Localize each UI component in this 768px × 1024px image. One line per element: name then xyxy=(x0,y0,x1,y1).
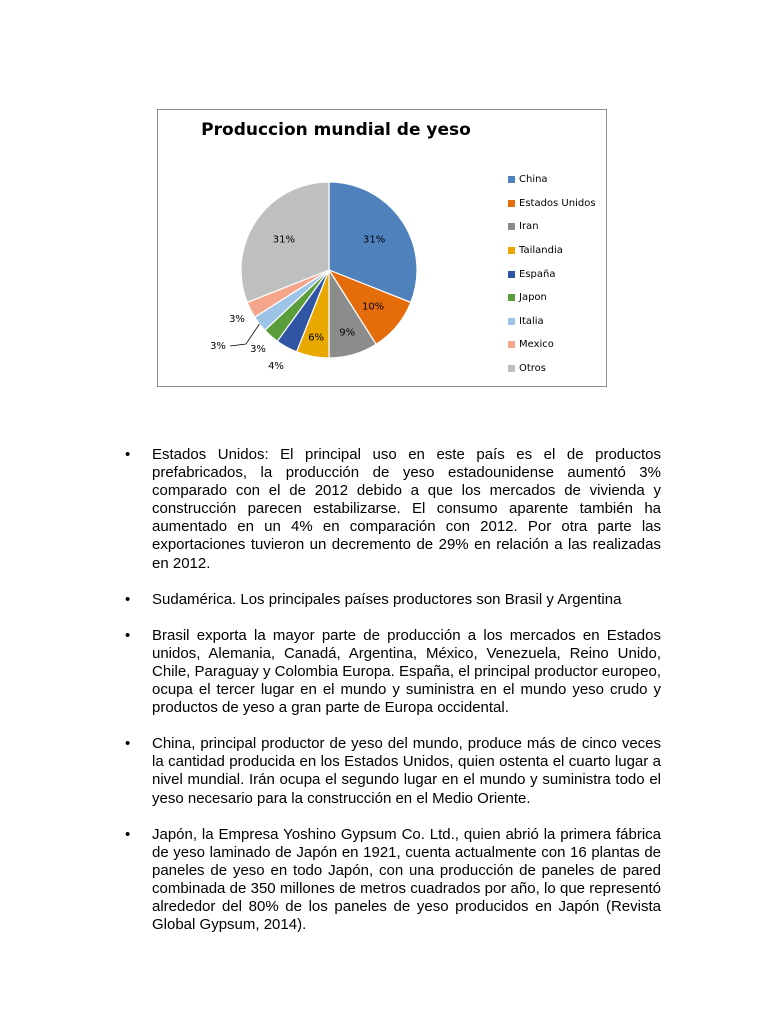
bullet-marker: • xyxy=(125,446,131,463)
legend-item xyxy=(508,262,596,286)
legend-swatch xyxy=(508,223,515,230)
bullet-marker: • xyxy=(125,626,131,644)
legend-item xyxy=(508,239,596,263)
bullet-item xyxy=(125,627,661,717)
bullet-item xyxy=(125,446,661,573)
bullet-item xyxy=(125,826,661,935)
legend-label: España xyxy=(519,268,556,280)
legend-swatch xyxy=(508,318,515,325)
legend-item xyxy=(508,192,596,216)
legend-swatch xyxy=(508,247,515,254)
chart-container xyxy=(157,109,607,387)
legend-item xyxy=(508,333,596,357)
legend-swatch xyxy=(508,365,515,372)
legend-label: China xyxy=(519,174,548,186)
slice-label: 31% xyxy=(363,234,386,246)
bullet-text: Japón, la Empresa Yoshino Gypsum Co. Ltd., quien abrió la primera fábrica de yeso laminado de Japón en 1921, cuenta actualmente con 16 plantas de paneles de yeso en todo Japón, con una producción de paneles de pared combinada de 350 millones de metros cuadrados por año, lo que representó alrededor del 80% de los paneles de yeso producidos en Japón (Revista Global Gypsum, 2014). xyxy=(152,825,661,934)
legend-swatch xyxy=(508,200,515,207)
slice-label: 3% xyxy=(210,341,226,352)
bullet-text: Estados Unidos: El principal uso en este país es el de productos prefabricados, la producción de yeso estadounidense aumentó 3% comparado con el de 2012 debido a que los mercados de vivienda y construcción parecen estabilizarse. El consumo aparente también ha aumentado en un 4% en comparación con 2012. Por otra parte las exportaciones tuvieron un decremento de 29% en relación a las realizadas en 2012. xyxy=(152,446,661,572)
bullet-text: Sudamérica. Los principales países productores son Brasil y Argentina xyxy=(152,590,622,608)
legend-label: Japon xyxy=(519,292,547,304)
slice-label: 3% xyxy=(229,314,245,325)
bullet-item xyxy=(125,735,661,807)
slice-label: 31% xyxy=(272,234,295,246)
legend-label: Tailandia xyxy=(519,245,563,257)
legend-label: Otros xyxy=(519,363,547,375)
slice-label: 4% xyxy=(268,361,284,372)
legend-swatch xyxy=(508,176,515,183)
legend-label: Italia xyxy=(519,315,544,327)
legend-label: Estados Unidos xyxy=(519,197,596,209)
legend-label: Iran xyxy=(519,221,539,233)
legend-item xyxy=(508,215,596,239)
bullet-marker: • xyxy=(125,735,131,753)
legend-swatch xyxy=(508,294,515,301)
bullet-marker: • xyxy=(125,590,131,608)
legend-item xyxy=(508,168,596,192)
legend-item xyxy=(508,310,596,334)
slice-label: 9% xyxy=(339,327,356,339)
bullet-item xyxy=(125,591,661,609)
legend-swatch xyxy=(508,341,515,348)
slice-label: 6% xyxy=(308,332,325,344)
legend-item xyxy=(508,286,596,310)
chart-title: Produccion mundial de yeso xyxy=(201,120,471,140)
slice-label: 3% xyxy=(250,344,266,355)
bullet-marker: • xyxy=(125,825,131,843)
bullet-text: China, principal productor de yeso del mundo, produce más de cinco veces la cantidad producida en los Estados Unidos, quien ostenta el cuarto lugar a nivel mundial. Irán ocupa el segundo lugar en el mundo y suministra todo el yeso necesario para la construcción en el Medio Oriente. xyxy=(152,735,661,807)
slice-label: 10% xyxy=(361,301,385,313)
leader-line xyxy=(230,324,259,346)
bullet-list xyxy=(125,446,661,952)
chart-legend xyxy=(508,168,596,380)
legend-swatch xyxy=(508,271,515,278)
bullet-text: Brasil exporta la mayor parte de producción a los mercados en Estados unidos, Alemania, Canadá, Argentina, México, Venezuela, Reino Unido, Chile, Paraguay y Colombia Europa. España, el principal productor europeo, ocupa el tercer lugar en el mundo y suministra en el mundo yeso crudo y productos de yeso a gran parte de Europa occidental. xyxy=(152,626,661,717)
legend-item xyxy=(508,357,596,381)
legend-label: Mexico xyxy=(519,339,554,351)
